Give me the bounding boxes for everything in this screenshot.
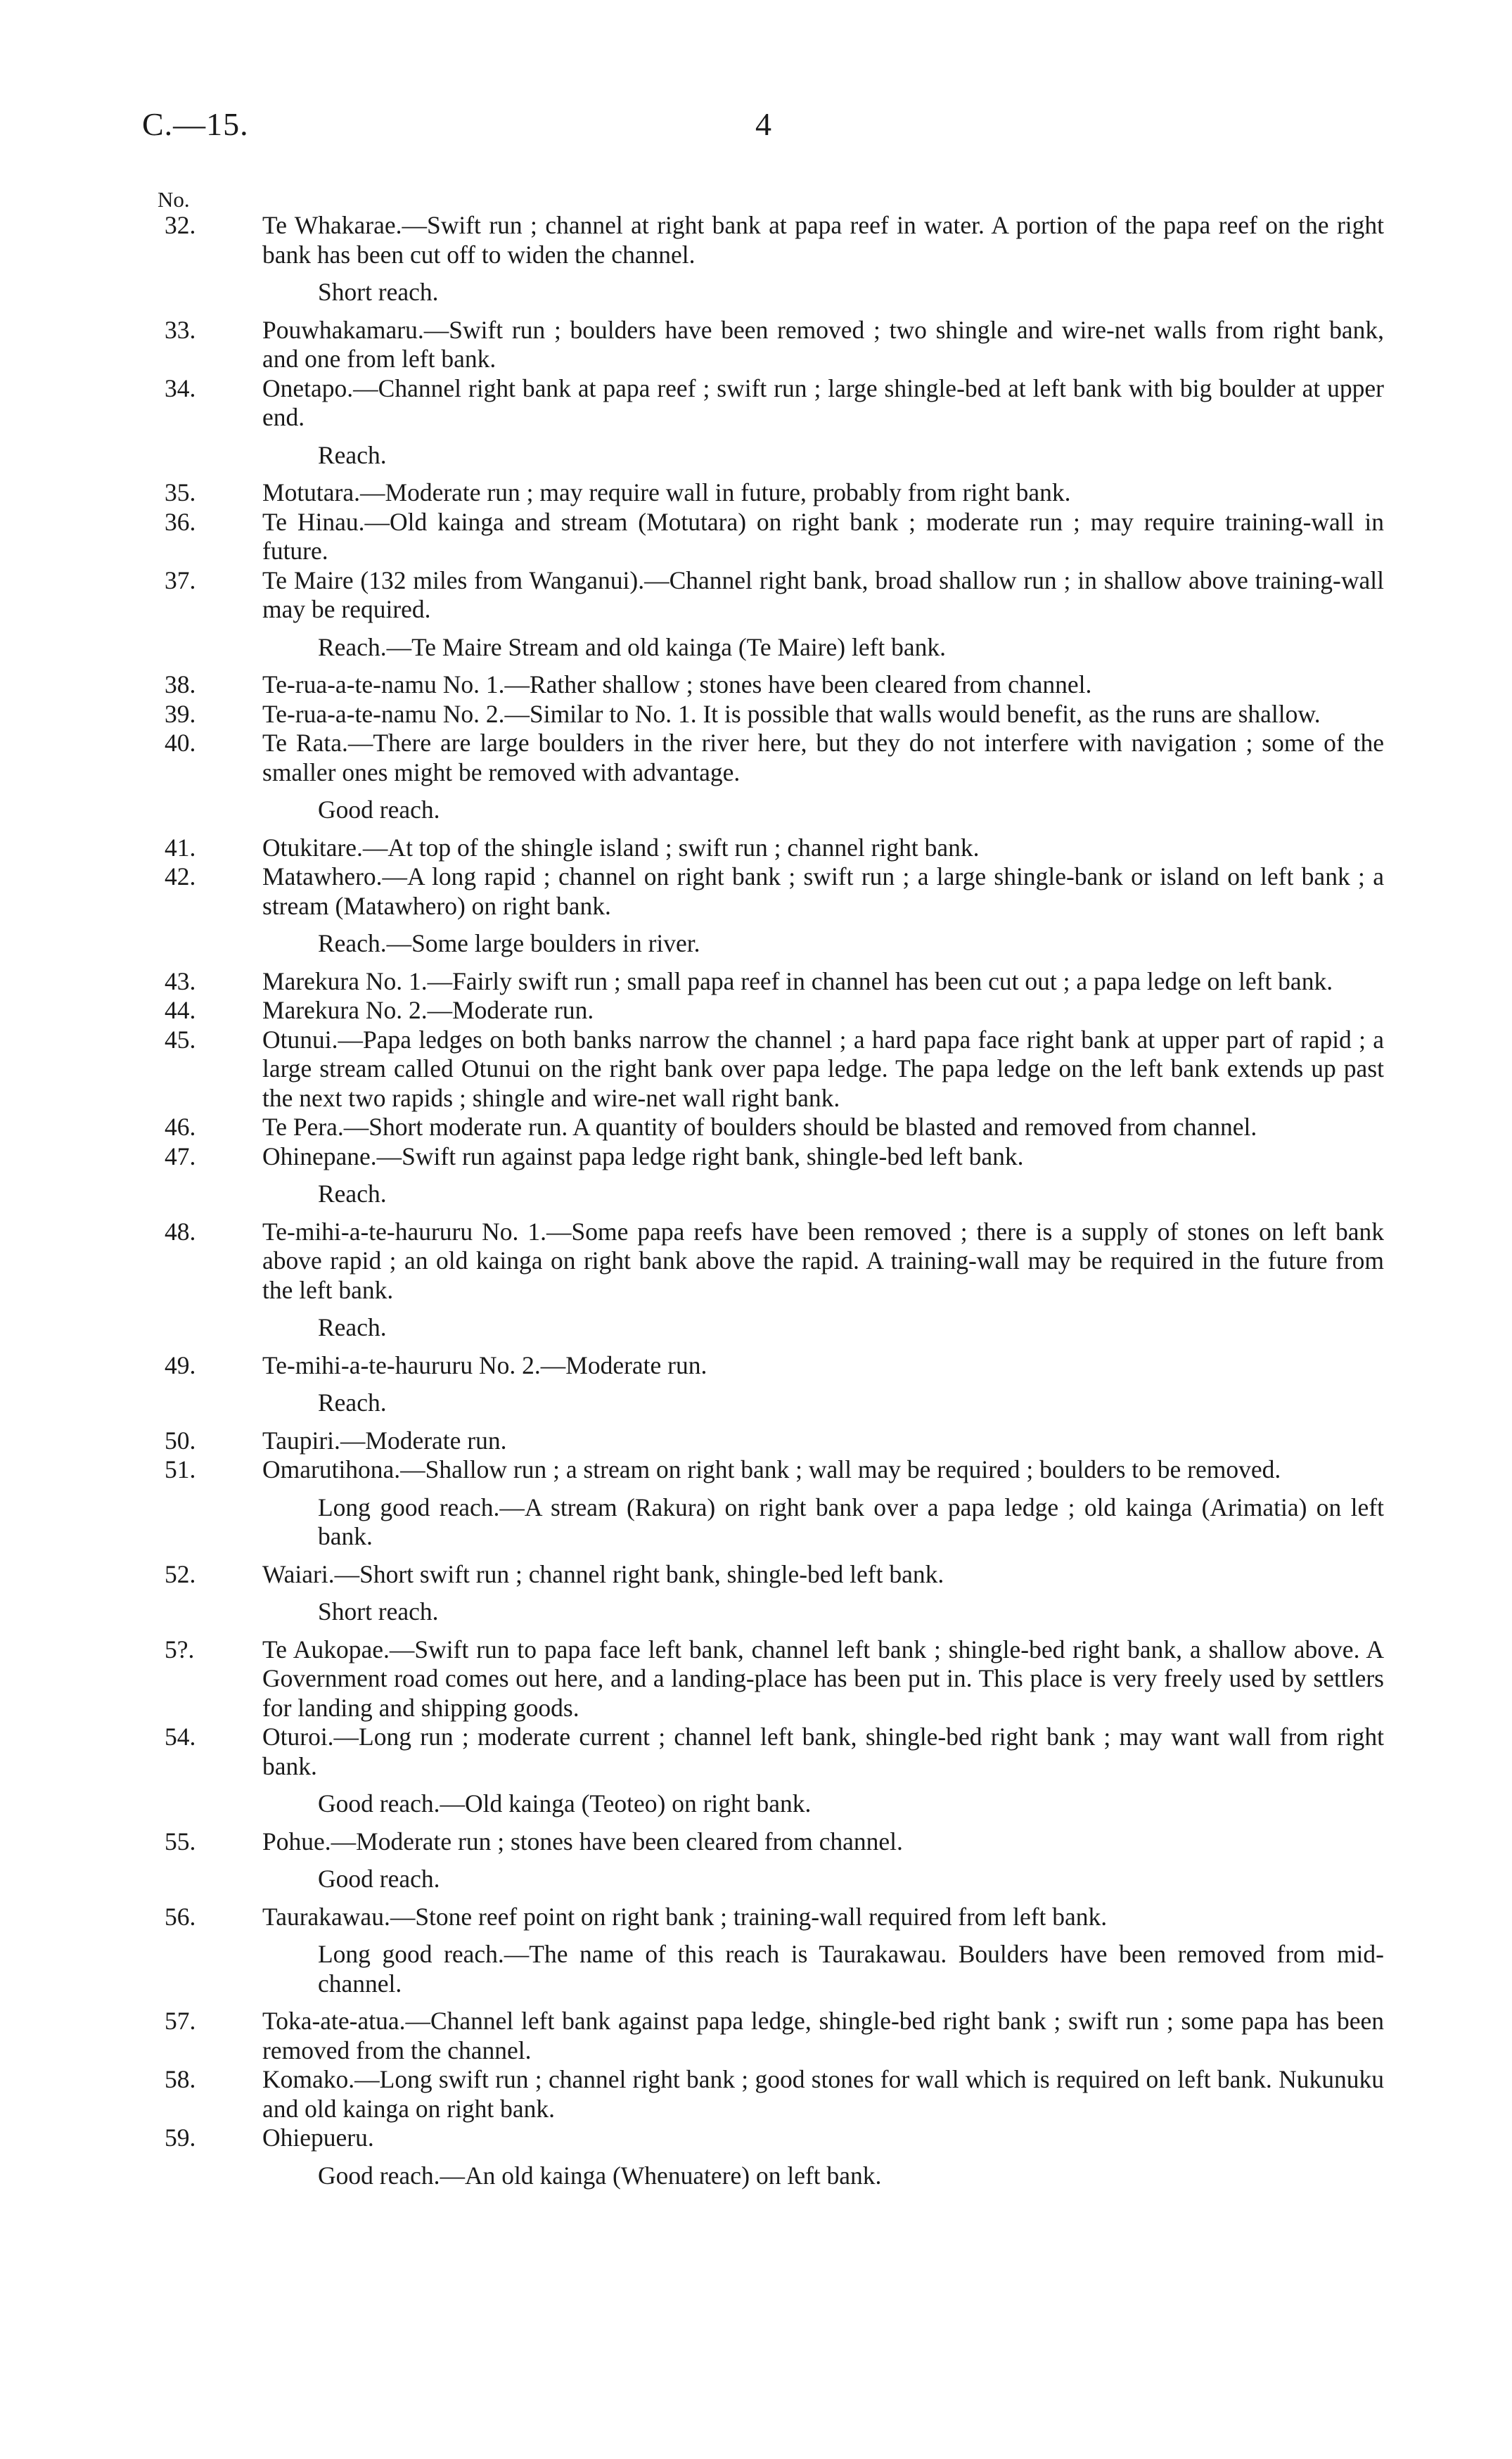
rapid-entry [0,2007,1384,2065]
entry-number: 44. [165,996,196,1024]
entry-description: Te-mihi-a-te-haururu No. 2.—Moderate run. [262,1350,707,1379]
entry-number: 48. [165,1217,196,1246]
entry-number: 40. [165,729,196,757]
entry-number: 51. [165,1455,196,1483]
entry-description: Waiari.—Short swift run ; channel right bank, shingle-bed left bank. [262,1559,944,1588]
entry-number: 59. [165,2123,196,2152]
entry-number: 54. [165,1723,196,1751]
entry-description: Te-rua-a-te-namu No. 2.—Similar to No. 1. It is possible that walls would benefit, as the runs are shallow. [262,699,1321,728]
entry-number: 33. [165,315,196,344]
reach-note: Reach.—Te Maire Stream and old kainga (Te Maire) left bank. [318,632,947,661]
entry-number: 38. [165,670,196,698]
rapid-entry [0,729,1384,787]
entry-description: Ohinepane.—Swift run against papa ledge right bank, shingle-bed left bank. [262,1142,1024,1170]
rapid-entry [0,1218,1384,1305]
entry-description: Otukitare.—At top of the shingle island ; swift run ; channel right bank. [262,833,980,862]
entry-description: Otunui.—Papa ledges on both banks narrow the channel ; a hard papa face right bank at upper part of rapid ; a large stream called Otunui on the right bank over papa ledge. The papa ledge on the left bank extends up past the next two rapids ; shingle and wire-net wall right bank. [262,1025,1384,1112]
rapid-entry [0,996,1384,1026]
rapid-entry [0,1455,1384,1485]
document-reference: C.—15. [142,106,249,142]
entry-description: Onetapo.—Channel right bank at papa reef ; swift run ; large shingle-bed at left bank with big boulder at upper end. [262,373,1384,431]
reach-note: Good reach. [318,796,440,824]
rapid-entry [0,374,1384,433]
reach-note: Reach. [318,1388,387,1417]
reach-note: Reach.—Some large boulders in river. [318,929,700,957]
rapid-entry [0,211,1384,269]
entry-number: 43. [165,966,196,995]
entry-description: Te Maire (132 miles from Wanganui).—Channel right bank, broad shallow run ; in shallow above training-wall may be required. [262,566,1384,623]
entry-description: Matawhero.—A long rapid ; channel on right bank ; swift run ; a large shingle-bank or island on left bank ; a stream (Matawhero) on right bank. [262,862,1384,920]
entry-description: Te Hinau.—Old kainga and stream (Motutara) on right bank ; moderate run ; may require training-wall in future. [262,507,1384,565]
rapid-entry [0,316,1384,374]
entry-number: 46. [165,1113,196,1141]
entry-number: 47. [165,1142,196,1170]
entry-number: 42. [165,862,196,890]
entry-number: 50. [165,1426,196,1455]
rapid-entry [0,1351,1384,1381]
entry-description: Te-rua-a-te-namu No. 1.—Rather shallow ; stones have been cleared from channel. [262,670,1092,698]
rapids-list [0,211,1512,2199]
entry-number: 57. [165,2007,196,2035]
entry-description: Te Pera.—Short moderate run. A quantity of boulders should be blasted and removed from channel. [262,1113,1257,1141]
entry-description: Pouwhakamaru.—Swift run ; boulders have been removed ; two shingle and wire-net walls from right bank, and one from left bank. [262,315,1384,373]
reach-note: Long good reach.—A stream (Rakura) on right bank over a papa ledge ; old kainga (Arimatia) on left bank. [318,1493,1384,1550]
rapid-entry [0,670,1384,700]
reach-note: Short reach. [318,1597,439,1626]
entry-number: 36. [165,507,196,536]
entry-description: Pohue.—Moderate run ; stones have been cleared from channel. [262,1827,903,1856]
entry-number: 5?. [165,1635,195,1663]
entry-number: 45. [165,1025,196,1054]
entry-description: Omarutihona.—Shallow run ; a stream on right bank ; wall may be required ; boulders to be removed. [262,1455,1281,1483]
reach-note: Short reach. [318,278,439,306]
entry-number: 32. [165,211,196,239]
entry-description: Ohiepueru. [262,2123,374,2152]
rapid-entry [0,1142,1384,1172]
entry-number: 39. [165,699,196,728]
page-number: 4 [755,106,771,142]
reach-note: Reach. [318,440,387,469]
entry-description: Marekura No. 2.—Moderate run. [262,996,594,1024]
rapid-entry [0,508,1384,566]
reach-note: Reach. [318,1313,387,1341]
entry-description: Te Aukopae.—Swift run to papa face left bank, channel left bank ; shingle-bed right bank, a shallow above. A Government road comes out here, and a landing-place has been put in. This place is very freely used by settlers for landing and shipping goods. [262,1635,1384,1722]
rapid-entry [0,967,1384,997]
entry-number: 52. [165,1559,196,1588]
entry-description: Taupiri.—Moderate run. [262,1426,507,1455]
entry-number: 41. [165,833,196,862]
reach-note: Good reach. [318,1865,440,1893]
rapid-entry [0,2065,1384,2123]
entry-description: Te-mihi-a-te-haururu No. 1.—Some papa reefs have been removed ; there is a supply of stones on left bank above rapid ; an old kainga on right bank above the rapid. A training-wall may be required in the future from the left bank. [262,1217,1384,1304]
rapid-entry [0,566,1384,625]
entry-number: 49. [165,1350,196,1379]
entry-number: 58. [165,2065,196,2093]
rapid-entry [0,1635,1384,1723]
entry-number: 55. [165,1827,196,1856]
rapid-entry [0,1560,1384,1590]
reach-note: Good reach.—Old kainga (Teoteo) on right bank. [318,1789,812,1818]
reach-note: Long good reach.—The name of this reach is Taurakawau. Boulders have been removed from mid-channel. [318,1940,1384,1998]
entry-description: Te Whakarae.—Swift run ; channel at right bank at papa reef in water. A portion of the papa reef on the right bank has been cut off to widen the channel. [262,211,1384,269]
rapid-entry [0,1827,1384,1857]
rapid-entry [0,2123,1384,2153]
entry-number: 34. [165,373,196,402]
entry-description: Oturoi.—Long run ; moderate current ; channel left bank, shingle-bed right bank ; may want wall from right bank. [262,1723,1384,1780]
entry-number: 35. [165,478,196,506]
rapid-entry [0,862,1384,921]
rapid-entry [0,833,1384,863]
rapid-entry [0,1026,1384,1113]
rapid-entry [0,1113,1384,1142]
entry-description: Toka-ate-atua.—Channel left bank against papa ledge, shingle-bed right bank ; swift run ; some papa has been removed from the channel. [262,2007,1384,2064]
entry-number: 56. [165,1902,196,1931]
entry-description: Komako.—Long swift run ; channel right bank ; good stones for wall which is required on left bank. Nukunuku and old kainga on right bank. [262,2065,1384,2123]
rapid-entry [0,700,1384,729]
rapid-entry [0,478,1384,508]
reach-note: Reach. [318,1180,387,1208]
entry-description: Marekura No. 1.—Fairly swift run ; small papa reef in channel has been cut out ; a papa ledge on left bank. [262,966,1333,995]
reach-note: Good reach.—An old kainga (Whenuatere) on left bank. [318,2161,882,2190]
rapid-entry [0,1903,1384,1932]
entry-description: Te Rata.—There are large boulders in the river here, but they do not interfere with navigation ; some of the smaller ones might be removed with advantage. [262,729,1384,786]
entry-description: Taurakawau.—Stone reef point on right bank ; training-wall required from left bank. [262,1902,1108,1931]
entry-number: 37. [165,566,196,594]
entry-description: Motutara.—Moderate run ; may require wall in future, probably from right bank. [262,478,1071,506]
rapid-entry [0,1426,1384,1456]
rapid-entry [0,1723,1384,1781]
number-column-label: No. [158,187,190,212]
